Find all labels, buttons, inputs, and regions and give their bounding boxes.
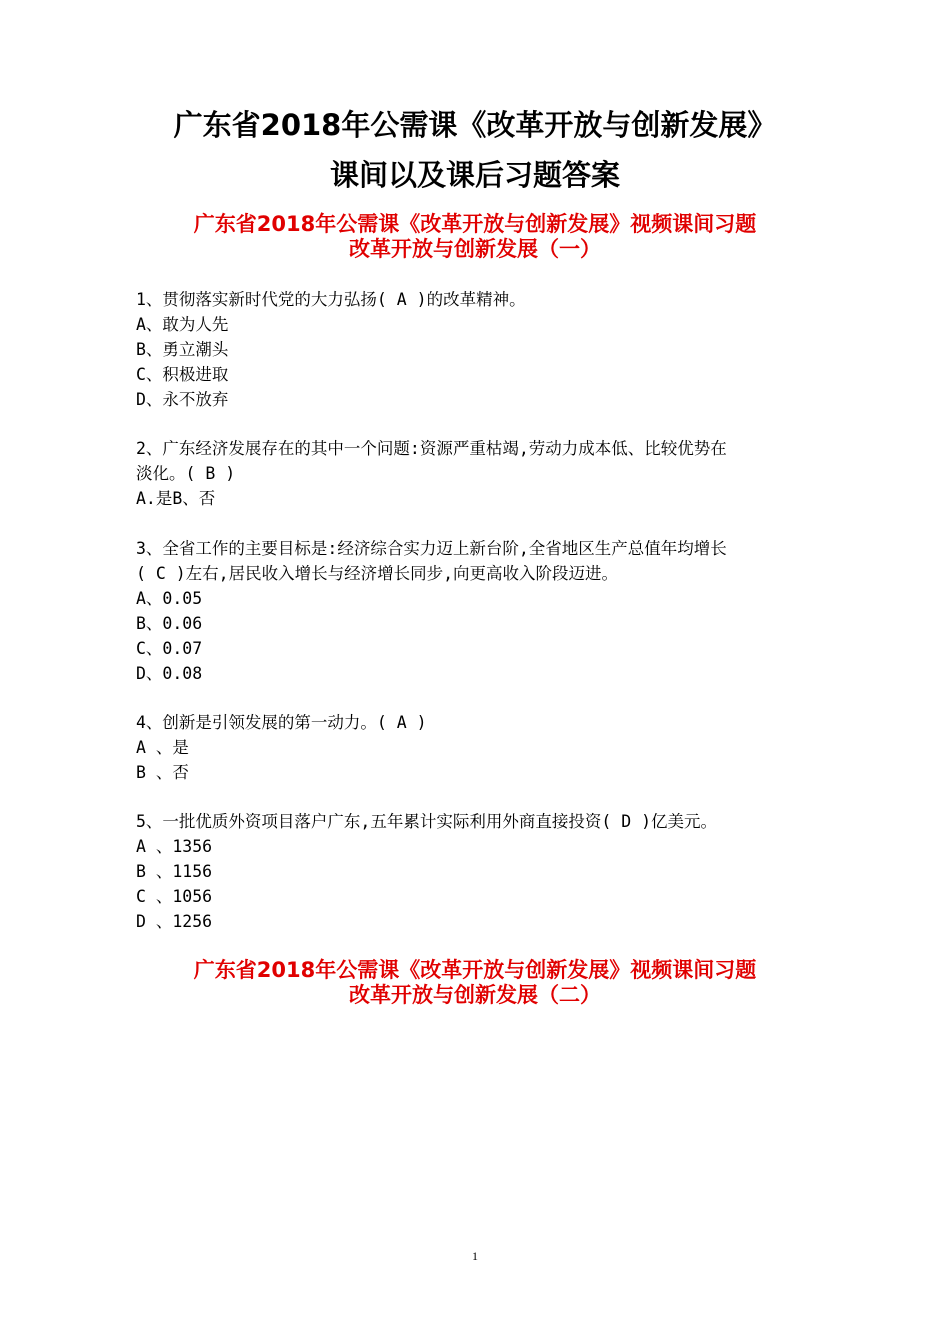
question-1-option-c: C、积极进取	[136, 365, 229, 384]
question-2	[136, 436, 826, 511]
document-title-line-1: 广东省2018年公需课《改革开放与创新发展》	[173, 108, 777, 142]
question-5-option-a: A 、1356	[136, 837, 213, 856]
question-1-option-a: A、敢为人先	[136, 315, 229, 334]
question-1-option-b: B、勇立潮头	[136, 340, 229, 359]
question-2-text-line-1: 2、广东经济发展存在的其中一个问题:资源严重枯竭,劳动力成本低、比较优势在	[136, 439, 727, 458]
section-2-heading-line-1: 广东省2018年公需课《改革开放与创新发展》视频课间习题	[193, 958, 757, 982]
section-1-heading-line-1: 广东省2018年公需课《改革开放与创新发展》视频课间习题	[193, 212, 757, 236]
question-1-text: 1、贯彻落实新时代党的大力弘扬( A )的改革精神。	[136, 290, 526, 309]
question-1	[136, 287, 826, 412]
section-2-heading-line-2: 改革开放与创新发展（二）	[349, 983, 601, 1007]
question-4-option-a: A 、是	[136, 738, 189, 757]
question-5-option-c: C 、1056	[136, 887, 213, 906]
question-3-text-line-1: 3、全省工作的主要目标是:经济综合实力迈上新台阶,全省地区生产总值年均增长	[136, 539, 727, 558]
question-5-option-b: B 、1156	[136, 862, 213, 881]
question-5-option-d: D 、1256	[136, 912, 213, 931]
question-3-option-d: D、0.08	[136, 664, 203, 683]
question-2-text-line-2: 淡化。( B )	[136, 464, 236, 483]
page-number: 1	[472, 1249, 478, 1263]
question-4	[136, 710, 826, 785]
question-3-option-b: B、0.06	[136, 614, 203, 633]
question-3	[136, 536, 826, 686]
question-1-option-d: D、永不放弃	[136, 390, 229, 409]
question-3-text-line-2: ( C )左右,居民收入增长与经济增长同步,向更高收入阶段迈进。	[136, 564, 619, 583]
document-title-line-2: 课间以及课后习题答案	[329, 158, 620, 192]
question-5	[136, 809, 826, 934]
question-3-option-a: A、0.05	[136, 589, 203, 608]
section-1-heading-line-2: 改革开放与创新发展（一）	[349, 237, 601, 261]
question-4-text: 4、创新是引领发展的第一动力。( A )	[136, 713, 427, 732]
question-5-text: 5、一批优质外资项目落户广东,五年累计实际利用外商直接投资( D )亿美元。	[136, 812, 718, 831]
question-2-options: A.是B、否	[136, 489, 216, 508]
question-3-option-c: C、0.07	[136, 639, 203, 658]
question-4-option-b: B 、否	[136, 763, 189, 782]
